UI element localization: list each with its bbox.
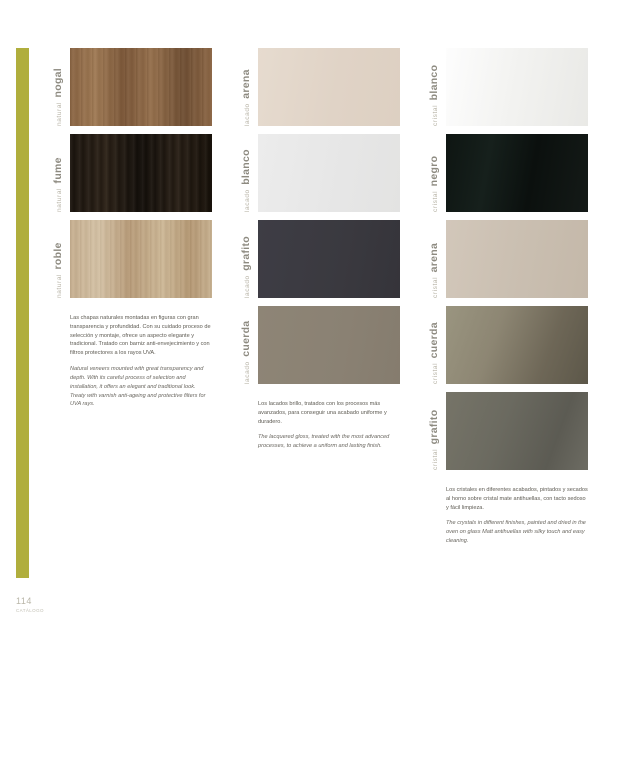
- swatch-label: [52, 220, 68, 298]
- text-cristales-en: The crystals in different finishes, painted and dried in the oven on glass Matt antihuellas with silky touch and easy cleaning.: [446, 520, 586, 545]
- swatch-cristal-blanco: [428, 48, 588, 126]
- swatch-label: [240, 134, 256, 212]
- swatch-label: [428, 134, 444, 212]
- swatch-label: [52, 134, 68, 212]
- column-naturales: [52, 48, 212, 416]
- text-lacados-en: The lacquered gloss, treated with the most advanced processes, to achieve a uniform and lasting finish.: [258, 434, 390, 450]
- swatch-color-cristal-negro: [446, 134, 588, 212]
- swatch-color-cristal-cuerda: [446, 306, 588, 384]
- swatch-type: natural: [56, 187, 63, 212]
- swatch-name: negro: [428, 155, 440, 187]
- swatch-color-lacado-arena: [258, 48, 400, 126]
- swatch-name: roble: [52, 242, 64, 270]
- swatch-label: [428, 392, 444, 470]
- text-naturales: [70, 314, 212, 409]
- swatch-name: arena: [240, 69, 252, 99]
- page-number: 114: [16, 596, 32, 606]
- text-cristales-es: Los cristales en diferentes acabados, pintados y secados al horno sobre cristal mate antihuellas, con tacto sedoso y fácil limpieza.: [446, 487, 588, 511]
- swatch-color-nogal: [70, 48, 212, 126]
- text-lacados-es: Los lacados brillo, tratados con los procesos más avanzados, para conseguir una acabado uniforme y duradero.: [258, 401, 387, 425]
- swatch-color-cristal-arena: [446, 220, 588, 298]
- swatch-label: [428, 220, 444, 298]
- swatch-type: lacado: [244, 275, 251, 298]
- swatch-name: nogal: [52, 67, 64, 98]
- swatch-color-roble: [70, 220, 212, 298]
- swatch-type: natural: [56, 273, 63, 298]
- swatch-name: grafito: [428, 409, 440, 445]
- swatch-color-fume: [70, 134, 212, 212]
- swatch-type: lacado: [244, 189, 251, 212]
- swatch-name: arena: [428, 242, 440, 273]
- swatch-label: [428, 306, 444, 384]
- swatch-label: [428, 48, 444, 126]
- swatch-label: [240, 220, 256, 298]
- swatch-cristal-arena: [428, 220, 588, 298]
- swatch-natural-roble: [52, 220, 212, 298]
- swatch-color-cristal-grafito: [446, 392, 588, 470]
- swatch-label: [240, 306, 256, 384]
- swatch-label: [52, 48, 68, 126]
- page-caption: CATÁLOGO: [16, 607, 44, 614]
- swatch-type: lacado: [244, 361, 251, 384]
- swatch-color-cristal-blanco: [446, 48, 588, 126]
- text-naturales-en: Natural veneers mounted with great transparency and depth. With its careful process of selection and installation, it offers an elegant and traditional look. Treaty with varnish anti-ageing and protective filters for UVA rays.: [70, 366, 206, 408]
- column-lacados: [240, 48, 400, 458]
- swatch-natural-nogal: [52, 48, 212, 126]
- column-cristales: [428, 48, 588, 553]
- swatch-color-lacado-blanco: [258, 134, 400, 212]
- swatch-name: cuerda: [428, 322, 440, 359]
- swatch-type: cristal: [432, 362, 439, 384]
- swatch-type: natural: [56, 101, 63, 126]
- text-cristales: [446, 486, 588, 546]
- swatch-natural-fume: [52, 134, 212, 212]
- swatch-type: cristal: [432, 190, 439, 212]
- swatch-lacado-arena: [240, 48, 400, 126]
- swatch-type: cristal: [432, 276, 439, 298]
- swatch-type: lacado: [244, 103, 251, 126]
- swatch-cristal-negro: [428, 134, 588, 212]
- page-number-block: [16, 596, 46, 613]
- swatch-name: grafito: [240, 236, 252, 271]
- swatch-lacado-grafito: [240, 220, 400, 298]
- swatch-cristal-cuerda: [428, 306, 588, 384]
- swatch-color-lacado-grafito: [258, 220, 400, 298]
- swatch-type: cristal: [432, 104, 439, 126]
- text-lacados: [258, 400, 400, 451]
- swatch-name: blanco: [240, 149, 252, 185]
- swatch-name: fume: [52, 157, 64, 184]
- swatch-type: cristal: [432, 448, 439, 470]
- swatch-name: cuerda: [240, 320, 252, 357]
- swatch-label: [240, 48, 256, 126]
- swatch-color-lacado-cuerda: [258, 306, 400, 384]
- swatch-lacado-blanco: [240, 134, 400, 212]
- swatch-cristal-grafito: [428, 392, 588, 470]
- text-naturales-es: Las chapas naturales montadas en figuras con gran transparencia y profundidad. Con su cuidado proceso de selección y montaje, ofrece un aspecto elegante y tradicional. Tratado con barniz anti-envejecimiento y con filtros protectores a los rayos UVA.: [70, 315, 211, 357]
- swatch-name: blanco: [428, 64, 440, 101]
- decorative-left-bar: [16, 48, 29, 578]
- swatch-lacado-cuerda: [240, 306, 400, 384]
